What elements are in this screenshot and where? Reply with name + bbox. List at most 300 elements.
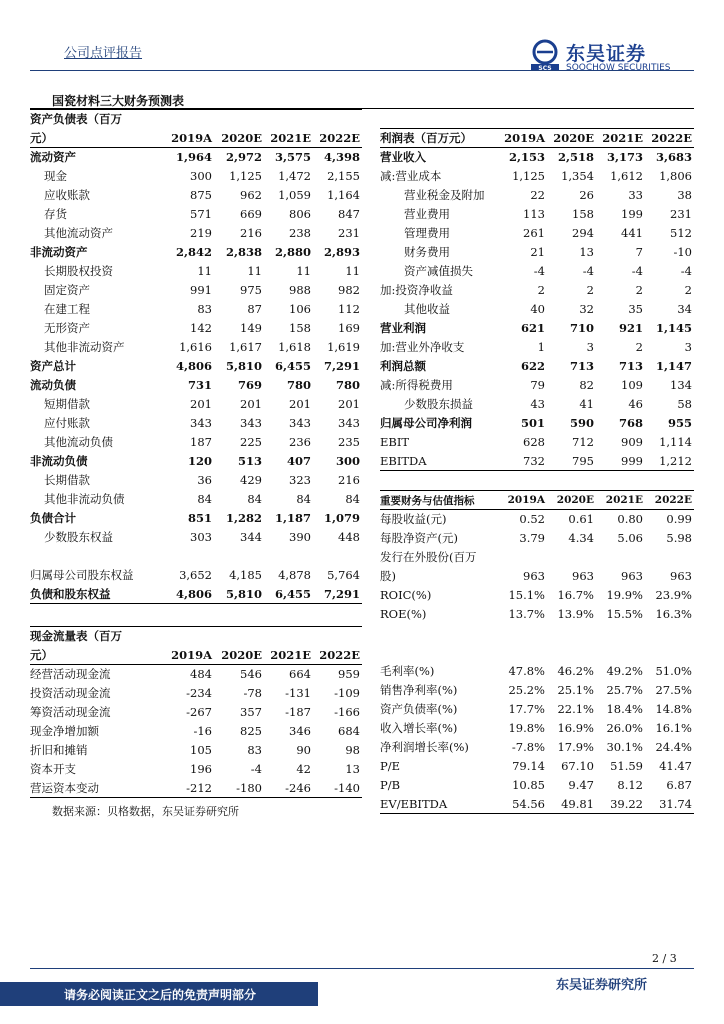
cell-value: 236: [289, 435, 311, 449]
cell-value: -180: [214, 779, 264, 798]
cell-value: 982: [338, 283, 360, 297]
cell-value: 4,806: [175, 359, 212, 373]
table-row: [30, 167, 362, 186]
cell-value: 3,173: [606, 150, 643, 165]
row-label: 短期借款: [44, 397, 90, 411]
row-label: 归属母公司股东权益: [30, 568, 134, 582]
report-category: 公司点评报告: [64, 46, 143, 61]
table-row: [380, 376, 694, 395]
cell-value: 261: [523, 226, 545, 240]
cell-value: 2: [684, 283, 692, 297]
cell-value: 5.98: [666, 531, 692, 545]
footer-disclaimer: 请务必阅读正文之后的免责声明部分: [64, 988, 257, 1002]
cell-value: 36: [197, 473, 212, 487]
cell-value: 294: [572, 226, 594, 240]
cell-value: -267: [186, 705, 212, 719]
table-row: [30, 414, 362, 433]
cell-value: 429: [240, 473, 262, 487]
cell-value: 30.1%: [606, 740, 643, 754]
table-row: [30, 509, 362, 528]
cell-value: 300: [335, 454, 360, 468]
cell-value: 963: [523, 569, 545, 583]
table-row: [30, 281, 362, 300]
row-label: 现金: [44, 169, 67, 183]
row-label: 长期借款: [44, 473, 90, 487]
cell-value: 15.5%: [606, 607, 643, 621]
cell-value: 513: [237, 454, 262, 468]
cell-value: 49.81: [547, 795, 596, 814]
row-label: 营业费用: [404, 207, 450, 221]
cell-value: 22: [530, 188, 545, 202]
cell-value: 1,612: [610, 169, 643, 183]
cell-value: 768: [618, 416, 643, 430]
cell-value: 149: [240, 321, 262, 335]
year-header: 2021E: [264, 646, 313, 665]
table-row: [380, 719, 694, 738]
cell-value: 1,187: [274, 511, 311, 525]
cell-value: -140: [313, 779, 362, 798]
cell-value: 3,683: [655, 150, 692, 165]
row-label: 加:投资净收益: [380, 283, 453, 297]
cell-value: 112: [338, 302, 360, 316]
cell-value: 3: [586, 340, 594, 354]
year-header: 2020E: [214, 646, 264, 665]
cell-value: 6,455: [274, 359, 311, 373]
table-row: [380, 548, 694, 567]
cell-value: 780: [286, 378, 311, 392]
cell-value: 484: [190, 667, 212, 682]
cell-value: 4.34: [568, 531, 594, 545]
income-statement-table: [380, 128, 694, 471]
cell-value: -166: [334, 705, 360, 719]
cell-value: 1,282: [225, 511, 262, 525]
cell-value: 1,354: [561, 169, 594, 183]
cell-value: 231: [338, 226, 360, 240]
cell-value: 622: [520, 359, 545, 373]
logo-name-cn: 东吴证券: [566, 43, 647, 65]
table-row: [380, 567, 694, 586]
cell-value: [498, 548, 547, 567]
table-row: [30, 395, 362, 414]
cell-value: 1,212: [645, 452, 694, 471]
cell-value: 5,810: [214, 585, 264, 604]
cell-value: 343: [190, 416, 212, 430]
logo-name-en: SOOCHOW SECURITIES: [566, 63, 671, 73]
cell-value: -212: [164, 779, 214, 798]
row-label: 资产负债率(%): [380, 702, 458, 716]
cell-value: 16.7%: [557, 588, 594, 602]
cell-value: -4: [533, 264, 545, 278]
cell-value: 2,842: [175, 245, 212, 259]
cell-value: 628: [523, 435, 545, 449]
cell-value: 83: [247, 743, 262, 757]
cell-value: 4,185: [229, 568, 262, 582]
cell-value: 1,617: [229, 340, 262, 354]
row-label: 其他收益: [404, 302, 450, 316]
cell-value: 2,880: [274, 245, 311, 259]
table-row: [380, 433, 694, 452]
table-row: [30, 779, 362, 798]
table-row: [380, 357, 694, 376]
year-header: 2022E: [313, 646, 362, 665]
cell-value: 343: [240, 416, 262, 430]
row-label: EBITDA: [380, 452, 498, 471]
year-header: 2021E: [596, 491, 645, 510]
cell-value: 41: [579, 397, 594, 411]
cell-value: 25.2%: [508, 683, 545, 697]
cell-value: 46.2%: [557, 664, 594, 678]
row-label: 折旧和摊销: [30, 743, 88, 757]
cell-value: 546: [240, 667, 262, 682]
cell-value: 988: [289, 283, 311, 297]
cell-value: 712: [572, 435, 594, 449]
table-row: [30, 243, 362, 262]
row-label: 归属母公司净利润: [380, 416, 472, 430]
row-label: 资产总计: [30, 359, 76, 373]
cash-flow-title: 现金流量表（百万: [30, 627, 164, 646]
cell-value: 16.3%: [655, 607, 692, 621]
cell-value: 32: [579, 302, 594, 316]
table-row: [30, 262, 362, 281]
row-label: 减:营业成本: [380, 169, 442, 183]
cell-value: 231: [670, 207, 692, 221]
cell-value: 43: [530, 397, 545, 411]
cell-value: 7: [635, 245, 643, 259]
cell-value: 303: [190, 530, 212, 544]
cell-value: 15.1%: [508, 588, 545, 602]
table-row: [30, 357, 362, 376]
cell-value: 4,806: [164, 585, 214, 604]
cell-value: 963: [572, 569, 594, 583]
cell-value: 11: [197, 264, 212, 278]
row-label: 利润总额: [380, 359, 426, 373]
cell-value: 5,810: [225, 359, 262, 373]
cell-value: 999: [596, 452, 645, 471]
cell-value: 1,147: [655, 359, 692, 373]
row-label: 现金净增加额: [30, 724, 99, 738]
row-label: 非流动负债: [30, 454, 88, 468]
table-row: [380, 643, 694, 662]
cell-value: -109: [334, 686, 360, 700]
cell-value: 8.12: [617, 778, 643, 792]
cell-value: 571: [190, 207, 212, 221]
cell-value: 6.87: [666, 778, 692, 792]
cell-value: 0.61: [568, 512, 594, 527]
year-header: 2022E: [313, 129, 362, 148]
cell-value: 187: [190, 435, 212, 449]
cell-value: 90: [296, 743, 311, 757]
cell-value: 219: [190, 226, 212, 240]
table-row: [380, 338, 694, 357]
row-label: 存货: [44, 207, 67, 221]
row-label: 流动负债: [30, 378, 76, 392]
cell-value: 1,059: [278, 188, 311, 202]
year-header: 2022E: [645, 129, 694, 148]
cell-value: 27.5%: [655, 683, 692, 697]
cell-value: 26.0%: [606, 721, 643, 735]
cell-value: 2,518: [557, 150, 594, 165]
cell-value: 84: [197, 492, 212, 506]
cell-value: 41.47: [659, 759, 692, 773]
cell-value: 0.99: [666, 512, 692, 527]
cell-value: 1,618: [278, 340, 311, 354]
row-label: 非流动资产: [30, 245, 88, 259]
cell-value: [498, 643, 547, 662]
table-row: [30, 528, 362, 547]
row-label: 无形资产: [44, 321, 90, 335]
cell-value: 201: [190, 397, 212, 411]
table-row: [30, 319, 362, 338]
table-row: [380, 205, 694, 224]
logo-mark-icon: [528, 38, 562, 72]
cell-value: 1,806: [659, 169, 692, 183]
row-label: 发行在外股份(百万: [380, 550, 477, 564]
cell-value: 235: [338, 435, 360, 449]
cell-value: 24.4%: [655, 740, 692, 754]
cash-flow-table: [30, 626, 362, 798]
cell-value: 34: [677, 302, 692, 316]
row-label: [380, 643, 498, 662]
income-statement-title: 利润表（百万元）: [380, 129, 498, 148]
row-label: 其他流动资产: [44, 226, 113, 240]
row-label: 股): [380, 569, 396, 583]
table-row: [30, 684, 362, 703]
cell-value: -4: [680, 264, 692, 278]
year-header: 2020E: [214, 129, 264, 148]
row-label: ROIC(%): [380, 588, 432, 602]
cell-value: 134: [670, 378, 692, 392]
row-label: 资产减值损失: [404, 264, 473, 278]
cell-value: -10: [673, 245, 692, 259]
cell-value: 731: [187, 378, 212, 392]
cell-value: 1,145: [655, 321, 692, 335]
year-header: 2019A: [498, 491, 547, 510]
cell-value: 2: [635, 283, 643, 297]
cell-value: 343: [289, 416, 311, 430]
cell-value: 909: [621, 435, 643, 449]
balance-sheet-table: [30, 109, 362, 604]
cell-value: -16: [193, 724, 212, 738]
footer-divider: [30, 968, 694, 969]
cell-value: 6,455: [264, 585, 313, 604]
cell-value: -234: [186, 686, 212, 700]
table-row: [380, 167, 694, 186]
cell-value: 2: [635, 340, 643, 354]
cell-value: [596, 643, 645, 662]
cell-value: 825: [240, 724, 262, 738]
cell-value: 4,398: [323, 150, 360, 165]
cell-value: [547, 548, 596, 567]
row-label: 筹资活动现金流: [30, 705, 111, 719]
cell-value: 769: [237, 378, 262, 392]
cell-value: 13.7%: [508, 607, 545, 621]
cell-value: 732: [498, 452, 547, 471]
row-label: 应付账款: [44, 416, 90, 430]
cell-value: 40: [530, 302, 545, 316]
cell-value: 47.8%: [508, 664, 545, 678]
cell-value: 713: [618, 359, 643, 373]
cell-value: 963: [670, 569, 692, 583]
table-row: [30, 760, 362, 779]
cell-value: 105: [190, 743, 212, 757]
cell-value: 109: [621, 378, 643, 392]
cell-value: 82: [579, 378, 594, 392]
cell-value: 710: [569, 321, 594, 335]
table-row: [380, 319, 694, 338]
cell-value: [547, 624, 596, 643]
table-row: [380, 776, 694, 795]
table-row: [30, 452, 362, 471]
cell-value: -4: [631, 264, 643, 278]
cell-value: 42: [296, 762, 311, 776]
table-row: [380, 186, 694, 205]
row-label: 净利润增长率(%): [380, 740, 469, 754]
row-label: EBIT: [380, 435, 410, 449]
cell-value: -131: [285, 686, 311, 700]
cell-value: 806: [289, 207, 311, 221]
cell-value: 664: [289, 667, 311, 682]
cell-value: 120: [187, 454, 212, 468]
cell-value: 58: [677, 397, 692, 411]
cell-value: 16.1%: [655, 721, 692, 735]
table-row: [380, 262, 694, 281]
cell-value: 158: [572, 207, 594, 221]
cell-value: -187: [285, 705, 311, 719]
table-row: [380, 586, 694, 605]
row-label: 营业收入: [380, 150, 426, 165]
cell-value: 22.1%: [557, 702, 594, 716]
cell-value: 2,893: [323, 245, 360, 259]
cell-value: 357: [240, 705, 262, 719]
table-row: [380, 395, 694, 414]
cell-value: 1: [537, 340, 545, 354]
year-header: 2020E: [547, 491, 596, 510]
cell-value: -4: [582, 264, 594, 278]
cell-value: 25.7%: [606, 683, 643, 697]
row-label: 每股收益(元): [380, 512, 447, 527]
cell-value: [596, 548, 645, 567]
cash-flow-title-cont: 元）: [30, 646, 164, 665]
cell-value: 1,619: [327, 340, 360, 354]
cell-value: 501: [520, 416, 545, 430]
cell-value: -78: [243, 686, 262, 700]
valuation-title: 重要财务与估值指标: [380, 491, 498, 510]
table-row: [380, 243, 694, 262]
cell-value: 216: [240, 226, 262, 240]
page-title: 国瓷材料三大财务预测表: [52, 94, 185, 108]
cell-value: 225: [240, 435, 262, 449]
table-row: [380, 529, 694, 548]
row-label: 加:营业外净收支: [380, 340, 465, 354]
cell-value: [645, 624, 694, 643]
cell-value: 13.9%: [557, 607, 594, 621]
year-header: 2021E: [264, 129, 313, 148]
cell-value: [313, 547, 362, 566]
cell-value: [645, 643, 694, 662]
cell-value: 142: [190, 321, 212, 335]
table-row: [380, 605, 694, 624]
cell-value: 201: [289, 397, 311, 411]
table-row: [30, 205, 362, 224]
cell-value: 1,114: [659, 435, 692, 449]
cell-value: 390: [289, 530, 311, 544]
cell-value: 1,125: [512, 169, 545, 183]
cell-value: 5.06: [617, 531, 643, 545]
cell-value: 10.85: [512, 778, 545, 792]
cell-value: 1,125: [229, 169, 262, 183]
cell-value: -7.8%: [511, 740, 545, 754]
cell-value: 19.9%: [606, 588, 643, 602]
cell-value: 17.9%: [557, 740, 594, 754]
cell-value: 621: [520, 321, 545, 335]
row-label: 财务费用: [404, 245, 450, 259]
cell-value: 1,164: [327, 188, 360, 202]
row-label: 营业税金及附加: [404, 188, 485, 202]
data-source-note: 数据来源：贝格数据，东吴证券研究所: [52, 805, 239, 818]
cell-value: 23.9%: [655, 588, 692, 602]
cell-value: 2,972: [225, 150, 262, 165]
row-label: EV/EBITDA: [380, 795, 498, 814]
row-label: 流动资产: [30, 150, 76, 165]
cell-value: 199: [621, 207, 643, 221]
cell-value: 169: [338, 321, 360, 335]
cell-value: 2,155: [327, 169, 360, 183]
cell-value: 25.1%: [557, 683, 594, 697]
cell-value: [547, 643, 596, 662]
table-row: [380, 795, 694, 814]
cell-value: 83: [197, 302, 212, 316]
row-label: 其他非流动资产: [44, 340, 125, 354]
cell-value: 847: [338, 207, 360, 221]
page-number: 2 / 3: [652, 952, 677, 965]
year-header: 2019A: [164, 129, 214, 148]
cell-value: 238: [289, 226, 311, 240]
cell-value: 67.10: [561, 759, 594, 773]
cell-value: 963: [621, 569, 643, 583]
row-label: 其他非流动负债: [44, 492, 125, 506]
cell-value: 21: [530, 245, 545, 259]
row-label: P/E: [380, 759, 401, 773]
row-label: 应收账款: [44, 188, 90, 202]
table-row: [30, 566, 362, 585]
table-row: [30, 433, 362, 452]
cell-value: 51.59: [610, 759, 643, 773]
table-row: [30, 547, 362, 566]
table-row: [30, 741, 362, 760]
cell-value: 300: [190, 169, 212, 183]
cell-value: 35: [628, 302, 643, 316]
year-header: 2019A: [164, 646, 214, 665]
cell-value: 3,575: [274, 150, 311, 165]
cell-value: 962: [240, 188, 262, 202]
table-row: [380, 757, 694, 776]
cell-value: 2: [537, 283, 545, 297]
table-row: [30, 224, 362, 243]
table-row: [380, 662, 694, 681]
cell-value: 0.80: [617, 512, 643, 527]
table-row: [30, 376, 362, 395]
table-row: [380, 224, 694, 243]
balance-sheet-title-cont: 元）: [30, 129, 164, 148]
cell-value: 959: [338, 667, 360, 682]
table-row: [380, 414, 694, 433]
table-row: [380, 281, 694, 300]
row-label: 资本开支: [30, 762, 76, 776]
table-row: [380, 738, 694, 757]
row-label: 营运资本变动: [30, 779, 164, 798]
cell-value: 79: [530, 378, 545, 392]
cell-value: 448: [338, 530, 360, 544]
